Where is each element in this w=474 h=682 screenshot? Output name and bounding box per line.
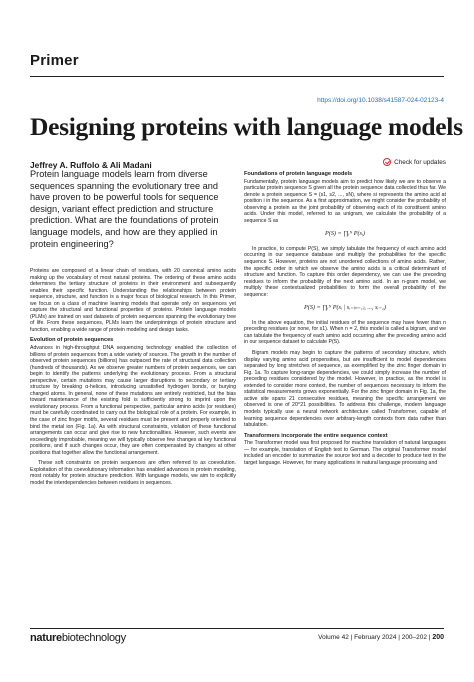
transformers-paragraph: The Transformer model was first proposed for machine translation of natural languages — for example, translation of English text to German. The original Transformer model included an encoder to summarize the source text and a decoder to produce text in the target language. However, for many applications in natural language processing and (244, 440, 446, 466)
doi-link[interactable]: https://doi.org/10.1038/s41587-024-02123-4 (317, 97, 444, 104)
left-column (30, 268, 236, 491)
check-updates-label: Check for updates (394, 158, 446, 166)
foundations-paragraph-4: Bigram models may begin to capture the patterns of secondary structure, which display varying amino acid propensities, but are insufficient to model dependencies separated by long stretches of sequence, as exemplified by the zinc finger domain in Fig. 1a. To capture long-range dependencies, we could simply increase the number of preceding residues considered by the model. However, in practice, as the model is extended to consider more context, the number of sequences necessary to inform the statistical measurements grows exponentially. For the zinc finger domain in Fig. 1a, the active site spans 21 consecutive residues, meaning the specific arrangement we observed is one of 20^21 possibilities. To address this challenge, modern language models typically use a neural network architecture called Transformer, capable of learning sequence dependencies over arbitrary-length contexts from data rather than tabulation. (244, 350, 446, 429)
footer-rule (30, 628, 444, 629)
page-number: 200 (432, 634, 444, 641)
foundations-paragraph-1: Fundamentally, protein language models aim to predict how likely we are to observe a particular protein sequence S given all the protein sequence data collected thus far. We denote a protein sequence S = (s1, s2, ..., sN), where si represents the amino acid at position i in the sequence. As a first approximation, we might consider the probability of observing a protein as the joint probability of observing each of its constituent amino acids. Under this model, referred to as unigram, we calculate the probability of a sequence S as (244, 178, 446, 224)
intro-paragraph: Proteins are composed of a linear chain of residues, with 20 canonical amino acids making up the vocabulary of most natural proteins. The ordering of these amino acids determines the tertiary structure of proteins in their environment and subsequently enables their specific function. Understanding the relationships between protein sequence, structure, and function is a major focus of biological research. In this Primer, we focus on a class of machine learning models that operate only on sequences yet capture the structural and functional properties of proteins. Protein language models (PLMs) are trained on vast datasets of protein sequences spanning the evolutionary tree of life. From these sequences, PLMs learn the underpinnings of protein structure and function, enabling a wide range of protein modeling and design tasks. (30, 268, 236, 333)
evolution-paragraph-2: These soft constraints on protein sequences are often referred to as coevolution. Exploitation of this coevolutionary information has enabled advances in protein modeling, most notably for protein structure prediction. With language models, we aim to explicitly model the interdependencies between residues in sequences. (30, 460, 236, 486)
section-label: Primer (30, 52, 79, 69)
foundations-paragraph-3: In the above equation, the initial residues of the sequence may have fewer than n preceding residues (or none, for s1). When n = 2, this model is called a bigram, and we can tabulate the frequency of each amino acid occurring after the preceding amino acid in our sequence dataset to calculate P(S). (244, 319, 446, 346)
check-updates-button[interactable] (383, 158, 446, 166)
section-heading-evolution: Evolution of protein sequences (30, 337, 114, 344)
evolution-paragraph-1: Advances in high-throughput DNA sequencing technology enabled the collection of billions of protein sequences from a wide variety of sources. The growth in the number of observed protein sequences (billions) has outpaced the rate of structural data collection (hundreds of thousands). As we observe greater numbers of protein sequences, we can begin to identify the patterns underlying the evolutionary process. From a structural perspective, certain mutations may cause larger disruptions to secondary or tertiary structure by breaking α-helices, introducing unsatisfied hydrogen bonds, or burying charged atoms. In general, none of these mutations are entirely restricted, but the bias toward maintenance of the existing fold is sufficiently strong to imprint upon the evolutionary process. From a functional perspective, particular amino acids (or residues) must be carefully coordinated to carry out the biological role of a protein. For example, in the case of zinc finger motifs, several residues must be present and properly oriented to bind the metal ion (Fig. 1a). As with structural constraints, violation of these functional arrangements can occur and give rise to new functionalities. However, such events are exceedingly improbable, meaning we will typically observe few changes at key functional positions, and if such changes occur, they are often compensated by changes at other positions that together allow the functional arrangement. (30, 345, 236, 456)
authors: Jeffrey A. Ruffolo & Ali Madani (30, 160, 152, 170)
section-heading-transformers: Transformers incorporate the entire sequence context (244, 432, 388, 439)
equation-unigram: P(S) = ∏ᵢᴺ P(sᵢ) (324, 230, 365, 238)
foundations-paragraph-2: In practice, to compute P(S), we simply tabulate the frequency of each amino acid occurring in our sequence database and multiply the probabilities for the specific sequence S. However, proteins are not unordered collections of amino acids. Rather, the specific order in which we observe the amino acids is a critical determinant of structure and function. To capture this order dependency, we can use the preceding residues to inform the probability of the next amino acid. In an n-gram model, we multiply these contextualized probabilities to form the overall probability of the sequence: (244, 245, 446, 298)
journal-name-light: biotechnology (61, 632, 126, 644)
header-rule (30, 76, 444, 77)
section-heading-foundations: Foundations of protein language models (244, 171, 353, 177)
journal-name (30, 632, 126, 644)
article-title: Designing proteins with language models (30, 112, 463, 141)
standfirst: Protein language models learn from diverse sequences spanning the evolutionary tree and have proven to be powerful tools for sequence design, variant effect prediction and structure prediction. What are the foundations of protein language models, and how are they applied in protein engineering? (30, 169, 219, 249)
check-updates-icon (383, 158, 391, 166)
right-column (244, 171, 446, 470)
issue-info (318, 634, 444, 641)
journal-name-bold: nature (30, 632, 62, 644)
issue-text: Volume 42 | February 2024 | 200–202 | (318, 634, 433, 641)
equation-ngram: P(S) = ∏ᵢᴺ P(sᵢ | sᵢ₋₍ₙ₋₁₎, ..., sᵢ₋₁) (303, 304, 386, 312)
